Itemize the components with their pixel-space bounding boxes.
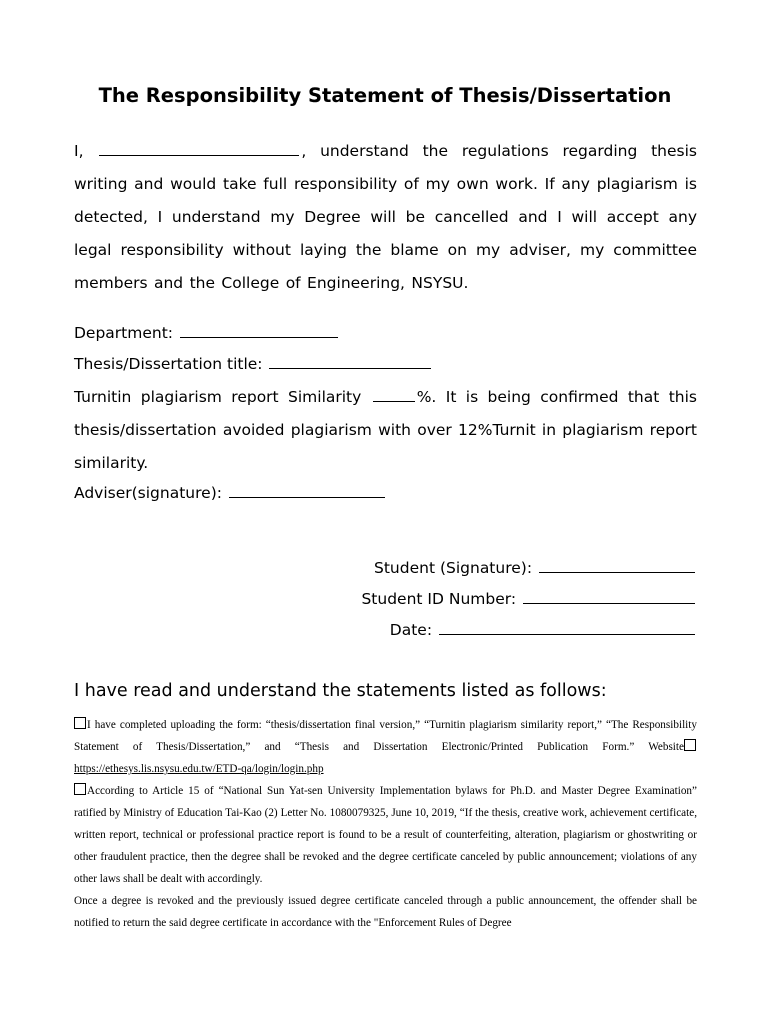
student-signature-label: Student (Signature): xyxy=(374,559,533,577)
date-field xyxy=(390,620,697,639)
item2-text: According to Article 15 of “National Sun Yat-sen University Implementation bylaws for Ph.D. and Master Degree Examination” ratified by Ministry of Education Tai-Kao (2) Letter No. 1080079325, June 10, 2019, “If the thesis, creative work, achievement certificate, written report, technical or professional practice report is found to be a result of counterfeiting, alteration, plagiarism or ghostwriting or other fraudulent practice, then the degree shall be revoked and the degree certificate canceled by public announcement; violations of any other laws shall be dealt with accordingly. xyxy=(74,785,697,885)
thesis-title-label: Thesis/Dissertation title: xyxy=(74,355,263,373)
student-id-label: Student ID Number: xyxy=(361,590,517,608)
turnitin-before: Turnitin plagiarism report Similarity xyxy=(74,388,362,406)
department-blank[interactable] xyxy=(180,323,338,338)
adviser-label: Adviser(signature): xyxy=(74,484,222,502)
department-field xyxy=(74,323,340,342)
similarity-blank[interactable] xyxy=(373,387,415,402)
date-blank[interactable] xyxy=(439,620,695,635)
acknowledgement-item-2 xyxy=(74,780,697,890)
thesis-title-field xyxy=(74,354,433,373)
document-title: The Responsibility Statement of Thesis/Dissertation xyxy=(98,84,672,107)
student-id-field xyxy=(361,589,697,608)
student-signature-blank[interactable] xyxy=(539,558,695,573)
item3-text: Once a degree is revoked and the previously issued degree certificate canceled through a public announcement, the offender shall be notified to return the said degree certificate in accordance with the "Enforcement Rules of Degree xyxy=(74,895,697,929)
student-name-blank[interactable] xyxy=(99,141,299,156)
ethesys-link[interactable]: https://ethesys.lis.nsysu.edu.tw/ETD-qa/login/login.php xyxy=(74,763,324,775)
responsibility-statement xyxy=(74,135,697,300)
acknowledgement-item-3 xyxy=(74,890,697,934)
turnitin-statement xyxy=(74,381,697,480)
adviser-signature-blank[interactable] xyxy=(229,483,385,498)
department-label: Department: xyxy=(74,324,174,342)
checkbox-icon xyxy=(684,739,696,751)
item1-text: I have completed uploading the form: “thesis/dissertation final version,” “Turnitin plagiarism similarity report,” “The Responsibility Statement of Thesis/Dissertation,” and “Thesis and Dissertation Electronic/Printed Publication Form.” Website xyxy=(74,719,697,753)
date-label: Date: xyxy=(389,621,433,639)
checkbox-upload-confirm[interactable] xyxy=(74,717,86,729)
statement-prefix: I, xyxy=(74,142,84,160)
acknowledgement-item-1 xyxy=(74,714,697,780)
student-id-blank[interactable] xyxy=(523,589,695,604)
thesis-title-blank[interactable] xyxy=(269,354,431,369)
student-signature-field xyxy=(374,558,697,577)
checkbox-bylaws-confirm[interactable] xyxy=(74,783,86,795)
turnitin-after: %. It is being confirmed that this thesis/dissertation avoided plagiarism with over 12%Turnit in plagiarism report similarity. xyxy=(74,388,697,472)
adviser-field xyxy=(74,483,387,502)
acknowledgement-heading: I have read and understand the statements listed as follows: xyxy=(74,681,607,701)
statement-text: , understand the regulations regarding thesis writing and would take full responsibility of my own work. If any plagiarism is detected, I understand my Degree will be cancelled and I will accept any legal responsibility without laying the blame on my adviser, my committee members and the College of Engineering, NSYSU. xyxy=(74,142,697,292)
